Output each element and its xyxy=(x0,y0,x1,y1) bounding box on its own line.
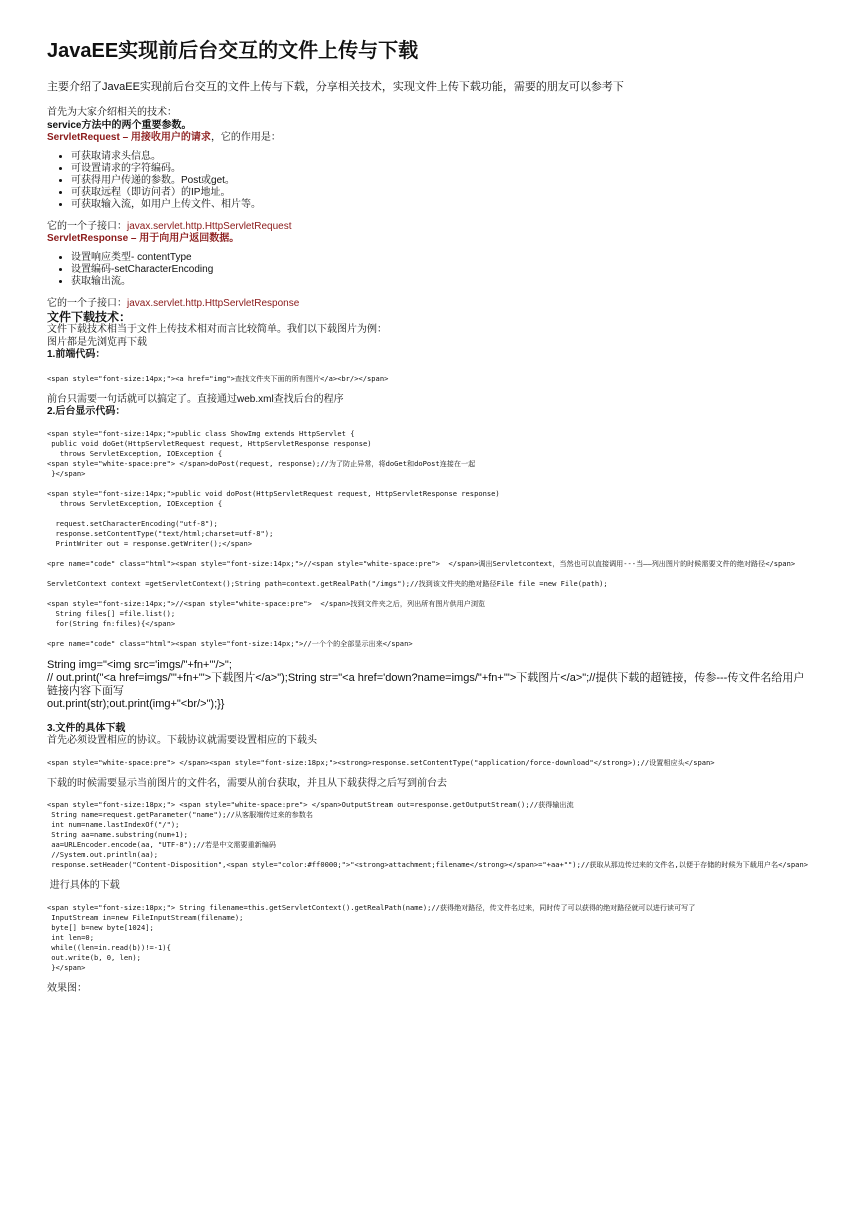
front-note: 前台只需要一句话就可以搞定了。直接通过web.xml查找后台的程序 xyxy=(47,393,344,405)
request-title-line xyxy=(47,132,808,145)
back-code-line-img: String img="<img src='imgs/"+fn+"'/>"; xyxy=(47,658,232,671)
back-code-block-1: <span style="font-size:14px;">public class ShowImg extends HttpServlet { public void doGet(HttpServletRequest request, HttpServletResponse response) throws ServletException, IOException { <span style="white-space:pre"> </span>doPost(request, response);//为了防止异常，将doGet和doPost连接在一起 }</span> xyxy=(47,428,476,478)
request-list xyxy=(47,151,808,211)
list-item: • 获取输出流。 xyxy=(71,276,808,288)
file-download-code-2: <span style="font-size:18px;"> <span style="white-space:pre"> </span>OutputStream out=response.getOutputStream();//获得输出流 String name=request.getParameter("name");//从客服端传过来的参数名 int num=name.lastIndexOf("/"); String aa=name.substring(num+1); aa=URLEncoder.encode(aa, "UTF-8");//若是中文需要重新编码 //System.out.println(aa); response.setHeader("Content-Disposition",<span style="color:#ff0000;">"<strong>attachment;filename</strong></span>="+aa+"");//获取从那边传过来的文件名,以便于存储的时候为下载用户名</span> xyxy=(47,800,808,869)
file-download-code-1: <span style="white-space:pre"> </span><span style="font-size:18px;"><strong>response.setContentType("application/force-download"</strong>);//设置相应头</span> xyxy=(47,757,715,767)
list-item: • 可获取请求头信息。 xyxy=(71,151,808,163)
list-item: • 设置响应类型- contentType xyxy=(71,252,808,264)
intro-line: 首先为大家介绍相关的技术： xyxy=(47,107,177,118)
list-item: • 可获取输入流，如用户上传文件、相片等。 xyxy=(71,199,808,211)
back-code-block-4: ServletContext context =getServletContext();String path=context.getRealPath("/imgs");//找到该文件夹的绝对路径File file =new File(path); xyxy=(47,578,608,588)
download-desc-2: 图片都是先浏览再下载 xyxy=(47,336,147,348)
file-download-desc: 首先必须设置相应的协议。下载协议就需要设置相应的下载头 xyxy=(47,735,317,746)
response-sub-name: javax.servlet.http.HttpServletResponse xyxy=(127,297,300,309)
file-download-desc-2: 下载的时候需要显示当前图片的文件名，需要从前台获取，并且从下载获得之后写到前台去 xyxy=(47,777,447,789)
response-list xyxy=(47,252,808,288)
file-download-code-3: <span style="font-size:18px;"> String filename=this.getServletContext().getRealPath(name);//获得绝对路径，传文件名过来，同时传了可以获得的绝对路径就可以进行读可写了 InputStream in=new FileInputStream(filename); byte[] b=new byte[1024]; int len=0; while((len=in.read(b))!=-1){ out.write(b, 0, len); }</span> xyxy=(47,902,696,972)
intro-params-line: service方法中的两个重要参数。 xyxy=(47,119,192,131)
download-desc: 文件下载技术相当于文件上传技术相对而言比较简单。我们以下载图片为例： xyxy=(47,324,387,335)
front-code-heading: 1.前端代码： xyxy=(47,349,106,360)
request-sub-prefix: 它的一个子接口： xyxy=(47,220,127,232)
back-code-block-5: <span style="font-size:14px;">//<span style="white-space:pre"> </span>找到文件夹之后，列出所有图片供用户浏览 String files[] =file.list(); for(String fn:files){</span> xyxy=(47,598,486,628)
list-item: • 可获取远程（即访问者）的IP地址。 xyxy=(71,187,808,199)
back-code-line-output: out.print(str);out.print(img+"<br/>");}} xyxy=(47,697,225,710)
back-code-block-3: <pre name="code" class="html"><span style="font-size:14px;">//<span style="white-space:pre"> </span>调出Servletcontext，当然也可以直接调用---当——列出图片的时候需要文件的绝对路径</span> xyxy=(47,558,796,568)
page-title: JavaEE实现前后台交互的文件上传与下载 xyxy=(47,40,419,62)
request-sub-name: javax.servlet.http.HttpServletRequest xyxy=(127,220,292,232)
request-subinterface xyxy=(47,221,808,234)
back-code-block-2: <span style="font-size:14px;">public void doPost(HttpServletRequest request, HttpServletResponse response) throws ServletException, IOException { request.setCharacterEncoding("utf-8"); response.setContentType("text/html;charset=utf-8"); PrintWriter out = response.getWriter();</span> xyxy=(47,488,500,548)
response-subinterface xyxy=(47,298,808,311)
back-code-block-6: <pre name="code" class="html"><span style="font-size:14px;">//一个个的全部显示出来</span> xyxy=(47,638,413,648)
download-heading: 文件下载技术： xyxy=(47,310,132,324)
file-download-desc-3: 进行具体的下载 xyxy=(47,880,120,891)
page-subtitle: 主要介绍了JavaEE实现前后台交互的文件上传与下载，分享相关技术，实现文件上传下载功能，需要的朋友可以参考下 xyxy=(47,81,624,93)
back-code-heading: 2.后台显示代码： xyxy=(47,406,126,417)
response-sub-prefix: 它的一个子接口： xyxy=(47,297,127,309)
request-title: ServletRequest – 用接收用户的请求 xyxy=(47,132,211,143)
list-item: • 可获得用户传递的参数。Post或get。 xyxy=(71,175,808,187)
file-download-heading: 3.文件的具体下载 xyxy=(47,722,126,734)
list-item: • 设置编码-setCharacterEncoding xyxy=(71,264,808,276)
back-code-line-print: // out.print("<a href=imgs/'"+fn+"'>下载图片</a>");String str="<a href='down?name=imgs/"+fn+"'>下载图片</a>";//提供下载的超链接，传参---传文件名给用户链接内容下面写 xyxy=(47,671,805,697)
request-title-suffix: ，它的作用是： xyxy=(210,132,281,143)
list-item: • 可设置请求的字符编码。 xyxy=(71,163,808,175)
response-title: ServletResponse – 用于向用户返回数据。 xyxy=(47,233,240,244)
front-code-block: <span style="font-size:14px;"><a href="img">查找文件夹下面的所有图片</a><br/></span> xyxy=(47,373,389,383)
result-label: 效果图： xyxy=(47,982,87,994)
